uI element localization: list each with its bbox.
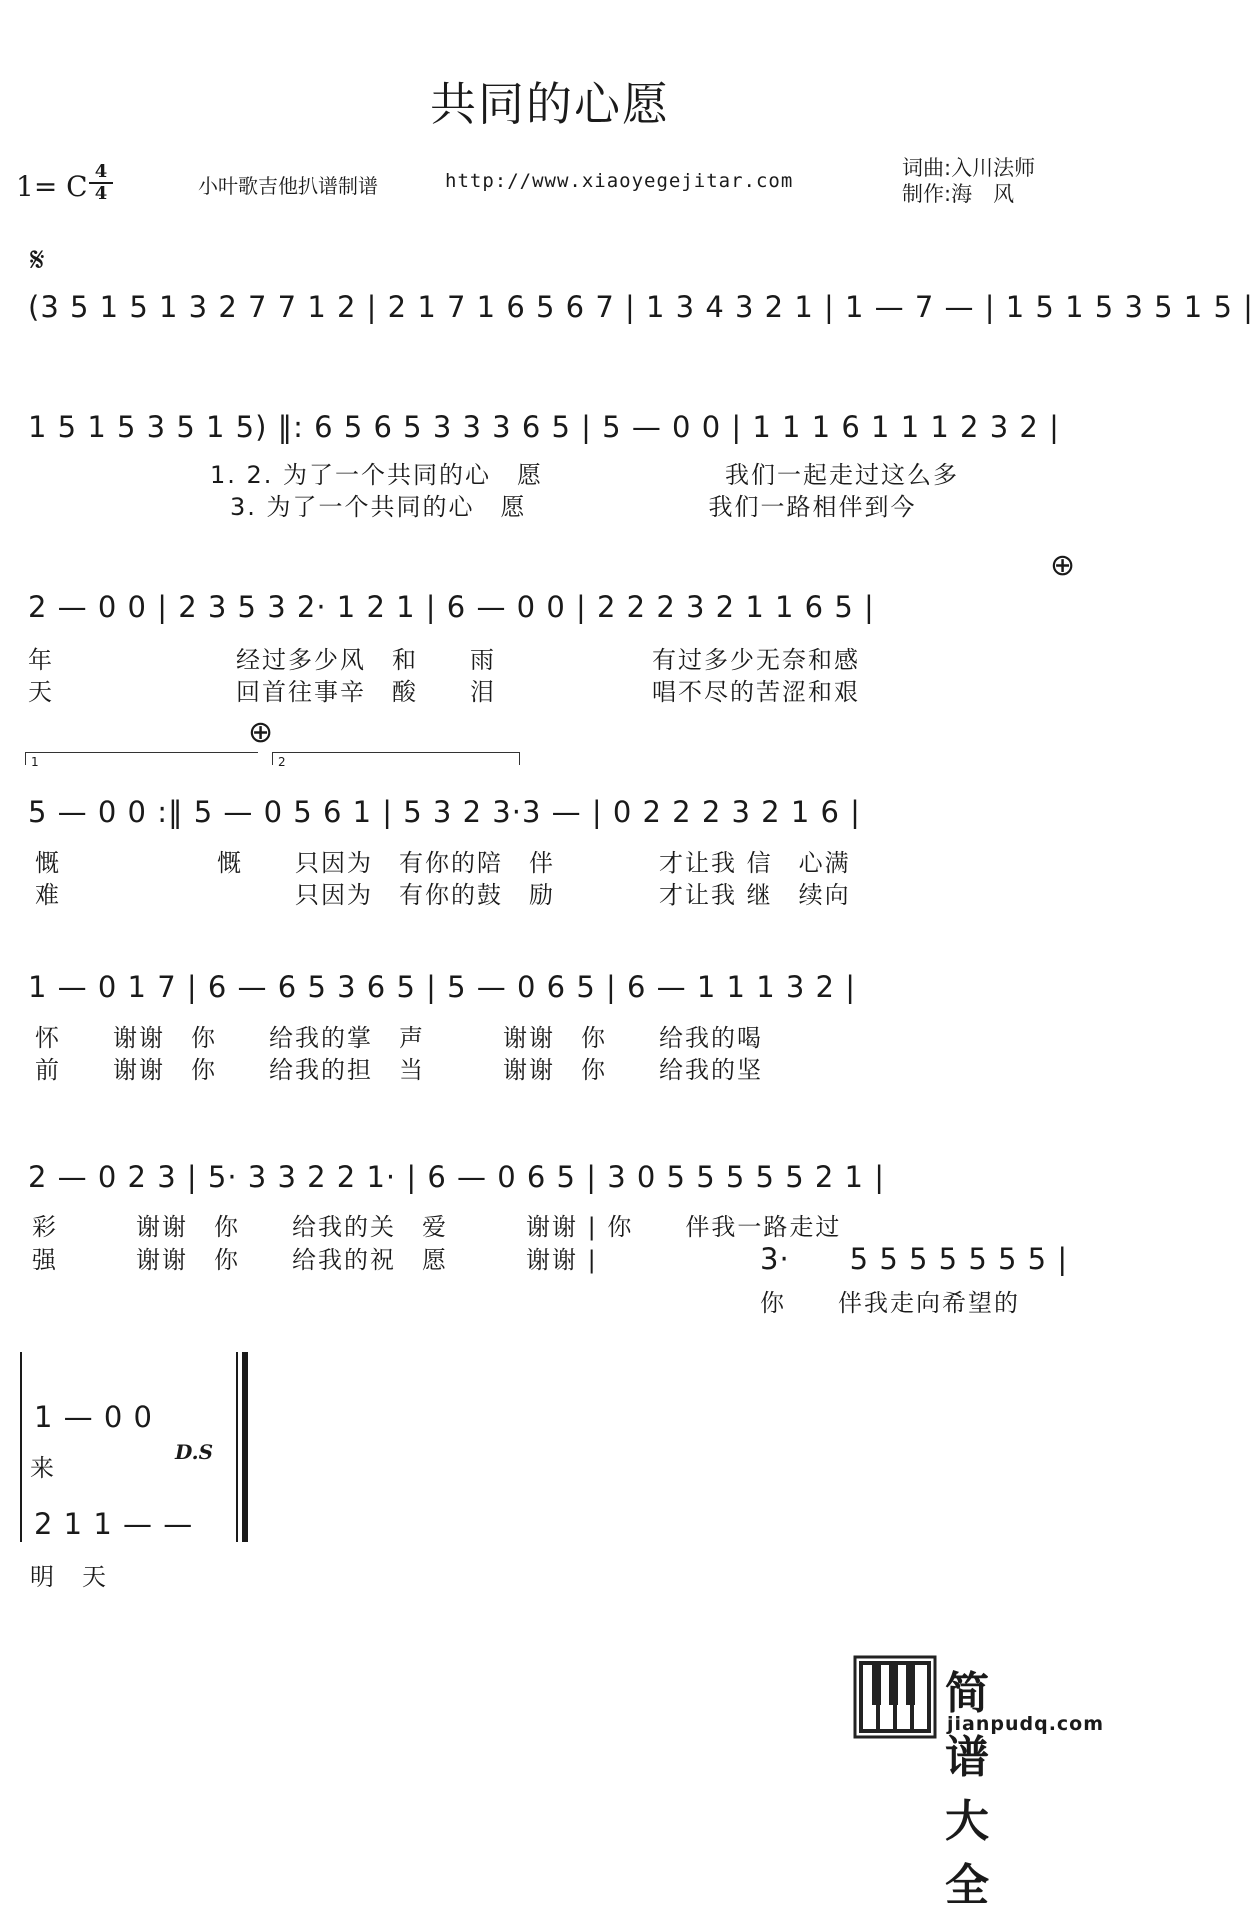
score-row-3-lyrics-2: 天 回首往事辛 酸 泪 唱不尽的苦涩和艰 bbox=[28, 678, 860, 706]
segno-icon: 𝄋 bbox=[30, 240, 45, 280]
score-row-3-notes: 2 — 0 0 | 2 3 5 3 2· 1 2 1 | 6 — 0 0 | 2 2 2 3 2 1 1 6 5 | bbox=[28, 590, 875, 624]
score-row-5-lyrics-1: 怀 谢谢 你 给我的掌 声 谢谢 你 给我的喝 bbox=[35, 1024, 763, 1052]
ending-left-barline bbox=[20, 1352, 22, 1542]
score-row-4-lyrics-2: 难 只因为 有你的鼓 励 才让我 继 续向 bbox=[35, 881, 851, 909]
key-signature: 1= C bbox=[16, 170, 88, 203]
score-row-4-notes: 5 — 0 0 :‖ 5 — 0 5 6 1 | 5 3 2 3·3 — | 0 2 2 2 3 2 1 6 | bbox=[28, 795, 861, 829]
score-row-6-lyrics-2: 强 谢谢 你 给我的祝 愿 谢谢 | bbox=[32, 1246, 598, 1274]
ending-1-notes: 1 — 0 0 bbox=[34, 1400, 154, 1434]
volta-label-2: 2 bbox=[278, 755, 286, 769]
producer-label: 小叶歌吉他扒谱制谱 bbox=[198, 174, 378, 198]
score-row-4-lyrics-1: 慨 慨 只因为 有你的陪 伴 才让我 信 心满 bbox=[35, 849, 851, 877]
time-signature-bottom: 4 bbox=[94, 183, 108, 204]
ending-2-lyrics: 明 天 bbox=[30, 1563, 108, 1591]
ending-1-lyrics: 来 bbox=[30, 1454, 56, 1482]
score-row-2-lyrics-1: 1. 2. 为了一个共同的心 愿 我们一起走过这么多 bbox=[210, 461, 960, 489]
logo-text: 简谱大全 bbox=[945, 1668, 990, 1911]
volta-bracket-2 bbox=[272, 752, 520, 765]
score-row-2-notes: 1 5 1 5 3 5 1 5) ‖: 6 5 6 5 3 3 3 6 5 | 5 — 0 0 | 1 1 1 6 1 1 1 2 3 2 | bbox=[28, 410, 1060, 444]
volta-label-1: 1 bbox=[31, 755, 39, 769]
coda-icon: ⊕ bbox=[1050, 548, 1076, 583]
source-url: http://www.xiaoyegejitar.com bbox=[445, 170, 794, 192]
score-row-6-lyrics-1: 彩 谢谢 你 给我的关 爱 谢谢 | 你 伴我一路走过 bbox=[32, 1213, 842, 1241]
piano-keys-icon bbox=[855, 1657, 935, 1737]
dal-segno-label: D.S bbox=[175, 1440, 214, 1464]
score-row-5-notes: 1 — 0 1 7 | 6 — 6 5 3 6 5 | 5 — 0 6 5 | 6 — 1 1 1 3 2 | bbox=[28, 970, 856, 1004]
logo-url: jianpudq.com bbox=[947, 1713, 1105, 1735]
credits bbox=[902, 155, 1035, 207]
score-row-6-notes: 2 — 0 2 3 | 5· 3 3 2 2 1· | 6 — 0 6 5 | 3 0 5 5 5 5 5 2 1 | bbox=[28, 1160, 885, 1194]
song-title: 共同的心愿 bbox=[430, 77, 670, 131]
credit-maker: 制作:海 风 bbox=[902, 182, 1015, 206]
time-signature-top: 4 bbox=[94, 161, 108, 182]
score-row-1-notes: (3 5 1 5 1 3 2 7 7 1 2 | 2 1 7 1 6 5 6 7 | 1 3 4 3 2 1 | 1 — 7 — | 1 5 1 5 3 5 1 5 | bbox=[28, 290, 1254, 324]
score-row-5-lyrics-2: 前 谢谢 你 给我的担 当 谢谢 你 给我的坚 bbox=[35, 1056, 763, 1084]
time-signature bbox=[89, 163, 113, 203]
credit-lyrics: 词曲:入川法师 bbox=[902, 156, 1036, 180]
score-row-3-lyrics-1: 年 经过多少风 和 雨 有过多少无奈和感 bbox=[28, 646, 860, 674]
score-row-2-lyrics-2: 3. 为了一个共同的心 愿 我们一路相伴到今 bbox=[230, 493, 917, 521]
final-barline-thick bbox=[242, 1352, 248, 1542]
coda-icon-2: ⊕ bbox=[248, 715, 274, 750]
volta-bracket-1 bbox=[25, 752, 258, 765]
score-row-6-alt-lyrics: 你 伴我走向希望的 bbox=[760, 1289, 1020, 1317]
ending-2-notes: 2 1 1 — — bbox=[34, 1507, 194, 1541]
score-row-6-alt-notes: 3· 5 5 5 5 5 5 5 | bbox=[760, 1242, 1069, 1276]
final-barline-thin bbox=[236, 1352, 238, 1542]
